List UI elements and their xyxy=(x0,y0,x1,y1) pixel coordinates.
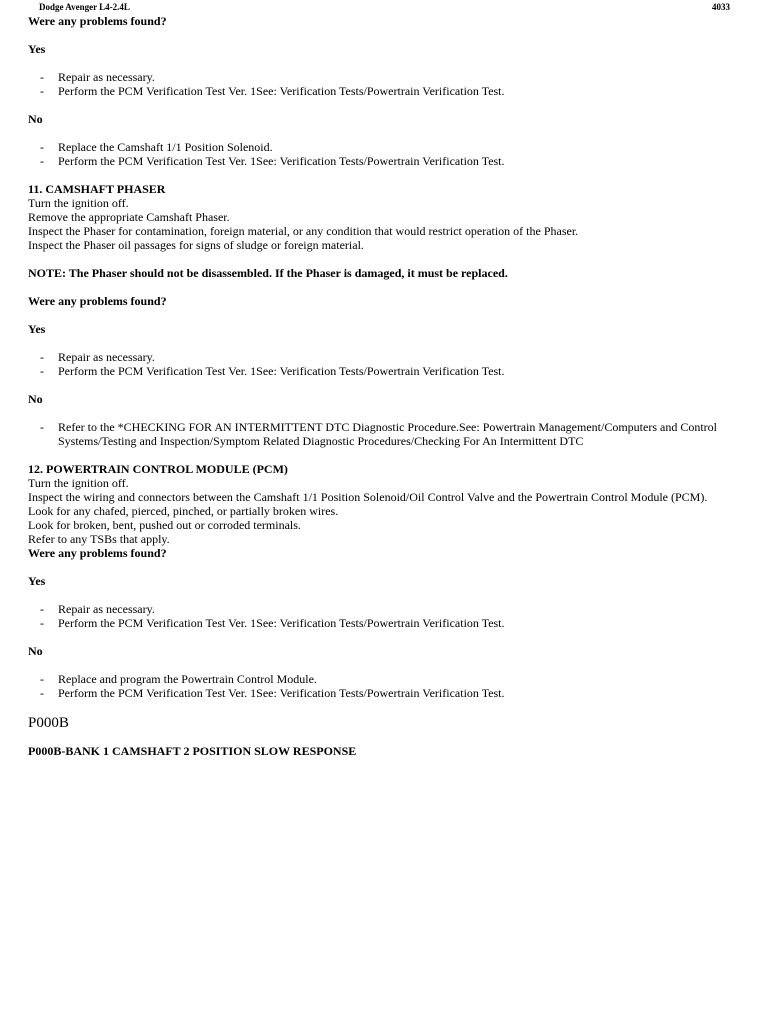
step-12-line: Turn the ignition off. xyxy=(28,476,129,490)
list-item xyxy=(28,420,748,448)
list-item-text: Repair as necessary. xyxy=(58,70,155,84)
dash-marker: - xyxy=(40,154,44,168)
dash-marker: - xyxy=(40,420,44,434)
step-11-line: Turn the ignition off. xyxy=(28,196,129,210)
list-item-text: Perform the PCM Verification Test Ver. 1See: Verification Tests/Powertrain Verification Test. xyxy=(58,686,505,700)
dash-marker: - xyxy=(40,70,44,84)
list-item-text: Perform the PCM Verification Test Ver. 1See: Verification Tests/Powertrain Verification Test. xyxy=(58,364,505,378)
no-label: No xyxy=(28,112,43,126)
list-item xyxy=(28,616,748,630)
header-page-number: 4033 xyxy=(712,2,730,12)
list-item-text: Perform the PCM Verification Test Ver. 1See: Verification Tests/Powertrain Verification Test. xyxy=(58,154,505,168)
question-problems-found: Were any problems found? xyxy=(28,294,167,308)
list-item xyxy=(28,672,748,686)
no-label: No xyxy=(28,392,43,406)
step-11-line: Inspect the Phaser oil passages for signs of sludge or foreign material. xyxy=(28,238,364,252)
document-body xyxy=(28,14,748,758)
no-action-list xyxy=(28,420,748,448)
list-item xyxy=(28,140,748,154)
header-vehicle: Dodge Avenger L4-2.4L xyxy=(39,2,130,12)
no-action-list xyxy=(28,672,748,700)
yes-label: Yes xyxy=(28,574,46,588)
step-11-title: 11. CAMSHAFT PHASER xyxy=(28,182,166,196)
dash-marker: - xyxy=(40,364,44,378)
dash-marker: - xyxy=(40,84,44,98)
yes-action-list xyxy=(28,602,748,630)
step-12-line: Refer to any TSBs that apply. xyxy=(28,532,170,546)
yes-label: Yes xyxy=(28,322,46,336)
list-item xyxy=(28,602,748,616)
step-11-note: NOTE: The Phaser should not be disassembled. If the Phaser is damaged, it must be replaced. xyxy=(28,266,508,280)
list-item-text: Refer to the *CHECKING FOR AN INTERMITTENT DTC Diagnostic Procedure.See: Powertrain Management/Computers and Control Systems/Testing and Inspection/Symptom Related Diagnostic Procedures/Checking For An Intermittent DTC xyxy=(58,420,717,448)
list-item xyxy=(28,154,748,168)
yes-label: Yes xyxy=(28,42,46,56)
step-12-line: Look for any chafed, pierced, pinched, or partially broken wires. xyxy=(28,504,339,518)
list-item xyxy=(28,364,748,378)
list-item-text: Repair as necessary. xyxy=(58,350,155,364)
dash-marker: - xyxy=(40,350,44,364)
no-action-list xyxy=(28,140,748,168)
dash-marker: - xyxy=(40,140,44,154)
dash-marker: - xyxy=(40,672,44,686)
dash-marker: - xyxy=(40,616,44,630)
yes-action-list xyxy=(28,70,748,98)
no-label: No xyxy=(28,644,43,658)
list-item xyxy=(28,70,748,84)
dash-marker: - xyxy=(40,602,44,616)
question-problems-found: Were any problems found? xyxy=(28,14,167,28)
yes-action-list xyxy=(28,350,748,378)
step-11-line: Remove the appropriate Camshaft Phaser. xyxy=(28,210,230,224)
list-item-text: Perform the PCM Verification Test Ver. 1See: Verification Tests/Powertrain Verification Test. xyxy=(58,84,505,98)
step-11-line: Inspect the Phaser for contamination, foreign material, or any condition that would restrict operation of the Phaser. xyxy=(28,224,579,238)
list-item xyxy=(28,84,748,98)
list-item xyxy=(28,686,748,700)
dash-marker: - xyxy=(40,686,44,700)
list-item-text: Perform the PCM Verification Test Ver. 1See: Verification Tests/Powertrain Verification Test. xyxy=(58,616,505,630)
dtc-title: P000B-BANK 1 CAMSHAFT 2 POSITION SLOW RESPONSE xyxy=(28,744,357,758)
step-12-line: Look for broken, bent, pushed out or corroded terminals. xyxy=(28,518,301,532)
question-problems-found: Were any problems found? xyxy=(28,546,167,560)
list-item xyxy=(28,350,748,364)
step-12-title: 12. POWERTRAIN CONTROL MODULE (PCM) xyxy=(28,462,288,476)
list-item-text: Replace the Camshaft 1/1 Position Solenoid. xyxy=(58,140,273,154)
step-12-line: Inspect the wiring and connectors between the Camshaft 1/1 Position Solenoid/Oil Control Valve and the Powertrain Control Module (PCM). xyxy=(28,490,708,504)
list-item-text: Replace and program the Powertrain Control Module. xyxy=(58,672,317,686)
dtc-code-heading: P000B xyxy=(28,715,69,731)
list-item-text: Repair as necessary. xyxy=(58,602,155,616)
